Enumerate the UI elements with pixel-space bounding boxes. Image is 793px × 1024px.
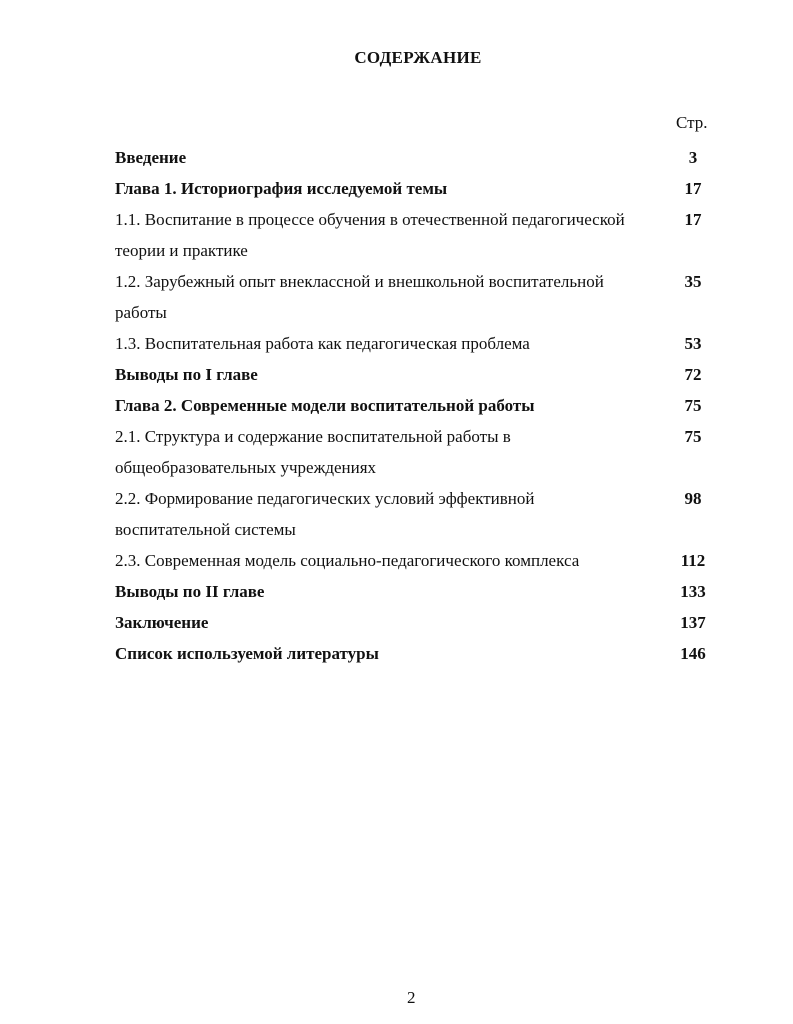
toc-entry-section-1-1	[115, 204, 715, 266]
toc-entry-text: Выводы по II главе	[115, 582, 265, 601]
toc-entry-text: Заключение	[115, 613, 209, 632]
toc-entry-section-2-1	[115, 421, 715, 483]
toc-entry-conclusion	[115, 607, 715, 638]
toc-entry-section-1-2	[115, 266, 715, 328]
toc-entry-text: 2.3. Современная модель социально-педагогического комплекса	[115, 551, 580, 570]
toc-entry-text: Выводы по I главе	[115, 365, 258, 384]
toc-entry-references	[115, 638, 715, 669]
toc-entry-section-1-3	[115, 328, 715, 359]
toc-entry-section-2-2	[115, 483, 715, 545]
document-title: СОДЕРЖАНИЕ	[354, 48, 482, 67]
toc-entry-page: 17	[684, 179, 702, 198]
toc-entry-conclusions-2	[115, 576, 715, 607]
toc-entry-text: 1.3. Воспитательная работа как педагогическая проблема	[115, 334, 530, 353]
toc-entry-page: 75	[684, 396, 702, 415]
table-of-contents	[115, 142, 715, 669]
toc-entry-page: 133	[680, 582, 706, 601]
toc-entry-page: 75	[684, 427, 702, 446]
toc-entry-text: Глава 2. Современные модели воспитательной работы	[115, 396, 535, 415]
toc-entry-text: 1.2. Зарубежный опыт внеклассной и внешкольной воспитательной работы	[115, 272, 604, 322]
toc-entry-text: 1.1. Воспитание в процессе обучения в отечественной педагогической теории и практике	[115, 210, 625, 260]
toc-entry-chapter-2	[115, 390, 715, 421]
toc-entry-page: 137	[680, 613, 706, 632]
page-column-label: Стр.	[676, 113, 708, 132]
toc-entry-text: 2.1. Структура и содержание воспитательной работы в общеобразовательных учреждениях	[115, 427, 511, 477]
toc-entry-text: Список используемой литературы	[115, 644, 379, 663]
toc-entry-page: 146	[680, 644, 706, 663]
toc-entry-chapter-1	[115, 173, 715, 204]
toc-entry-section-2-3	[115, 545, 715, 576]
toc-entry-text: Введение	[115, 148, 187, 167]
toc-entry-page: 3	[688, 148, 698, 167]
toc-entry-page: 98	[684, 489, 702, 508]
toc-entry-conclusions-1	[115, 359, 715, 390]
toc-entry-page: 72	[684, 365, 702, 384]
toc-entry-page: 17	[684, 210, 702, 229]
toc-entry-page: 35	[684, 272, 702, 291]
toc-entry-introduction	[115, 142, 715, 173]
page-number: 2	[407, 988, 416, 1007]
toc-entry-page: 112	[680, 551, 706, 570]
toc-entry-text: Глава 1. Историография исследуемой темы	[115, 179, 448, 198]
toc-entry-page: 53	[684, 334, 702, 353]
toc-entry-text: 2.2. Формирование педагогических условий эффективной воспитательной системы	[115, 489, 535, 539]
